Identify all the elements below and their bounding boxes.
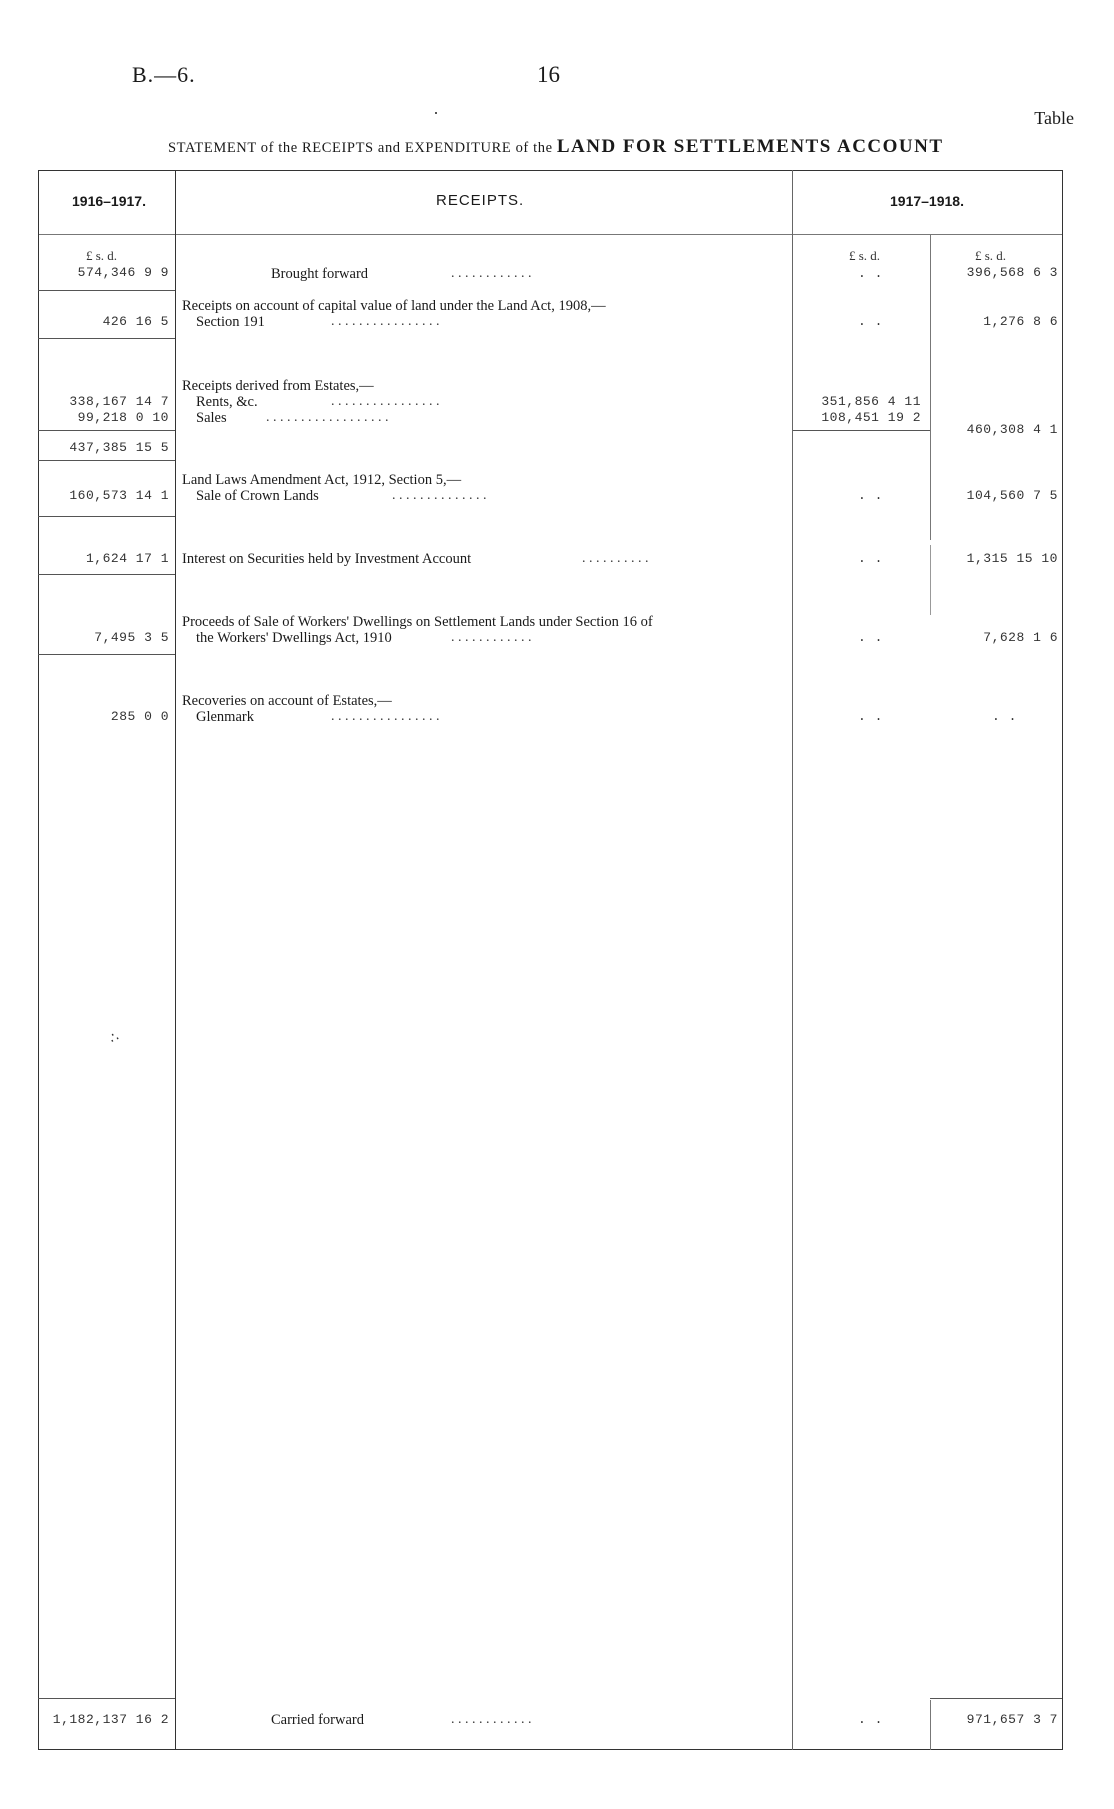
workers-label-1: Proceeds of Sale of Workers' Dwellings on Settlement Lands under Section 16 of	[182, 614, 653, 630]
recoveries-leader: . . . . . . . . . . . . . . . .	[331, 709, 440, 724]
right-border	[1062, 170, 1063, 1750]
interest-curr: 1,315 15 10	[966, 551, 1058, 566]
recoveries-prev: 285 0 0	[110, 709, 169, 724]
document-reference: B.—6.	[132, 62, 196, 87]
rule-crown	[38, 516, 175, 517]
units-prev: £ s. d.	[86, 248, 118, 263]
capital-sub: . .	[858, 314, 883, 329]
rule-estates	[38, 460, 175, 461]
workers-prev: 7,495 3 5	[94, 630, 169, 645]
rule-interest	[38, 574, 175, 575]
stray-mark-dot	[435, 112, 437, 114]
title-account: LAND FOR SETTLEMENTS ACCOUNT	[556, 136, 944, 157]
workers-curr: 7,628 1 6	[983, 630, 1058, 645]
capital-prev: 426 16 5	[102, 314, 169, 329]
capital-label-1: Receipts on account of capital value of land under the Land Act, 1908,—	[182, 298, 606, 314]
divider-sub-curr-lower	[930, 545, 931, 615]
crown-label-1: Land Laws Amendment Act, 1912, Section 5,—	[182, 472, 462, 488]
stray-ink-mark: ∴	[107, 1029, 122, 1048]
rule-carried-forward-curr	[930, 1698, 1062, 1699]
units-sub: £ s. d.	[849, 248, 881, 263]
rule-workers	[38, 654, 175, 655]
estates-sales-prev: 99,218 0 10	[77, 410, 169, 425]
estates-sales-label: Sales	[196, 410, 227, 426]
header-bottom-rule	[38, 234, 1062, 235]
brought-forward-sub: . .	[858, 266, 883, 281]
rule-capital	[38, 338, 175, 339]
crown-curr: 104,560 7 5	[966, 488, 1058, 503]
rule-estates-subtotal-prev	[38, 430, 175, 431]
divider-sub-curr	[930, 235, 931, 540]
estates-total-prev: 437,385 15 5	[69, 440, 169, 455]
brought-forward-label: Brought forward	[271, 266, 369, 282]
capital-curr: 1,276 8 6	[983, 314, 1058, 329]
estates-rents-prev: 338,167 14 7	[69, 394, 169, 409]
estates-sales-sub: 108,451 19 2	[821, 410, 921, 425]
column-heading-1916-1917: 1916–1917.	[72, 193, 146, 209]
column-heading-receipts: RECEIPTS.	[436, 192, 525, 209]
capital-leader: . . . . . . . . . . . . . . . .	[331, 314, 440, 329]
estates-sales-leader: . . . . . . . . . . . . . . . . . .	[266, 410, 389, 425]
estates-heading: Receipts derived from Estates,—	[182, 378, 374, 394]
table-label: Table	[1034, 108, 1074, 128]
brought-forward-curr: 396,568 6 3	[966, 265, 1058, 280]
recoveries-curr: . .	[992, 709, 1017, 724]
title-prefix: STATEMENT of the RECEIPTS and EXPENDITURE of the	[168, 140, 553, 156]
estates-rents-label: Rents, &c.	[196, 394, 258, 410]
rule-carried-forward-prev	[38, 1698, 175, 1699]
carried-forward-sub: . .	[858, 1712, 883, 1727]
recoveries-label-2: Glenmark	[196, 709, 254, 725]
workers-leader: . . . . . . . . . . . .	[451, 630, 532, 645]
interest-prev: 1,624 17 1	[85, 551, 169, 566]
crown-leader: . . . . . . . . . . . . . .	[392, 488, 487, 503]
estates-rents-leader: . . . . . . . . . . . . . . . .	[331, 394, 440, 409]
carried-forward-label: Carried forward	[271, 1712, 364, 1728]
capital-label-2: Section 191	[196, 314, 265, 330]
rule-brought-forward	[38, 290, 175, 291]
interest-leader: . . . . . . . . . .	[582, 551, 649, 566]
workers-sub: . .	[858, 630, 883, 645]
table-bottom-rule	[38, 1749, 1062, 1750]
carried-forward-leader: . . . . . . . . . . . .	[451, 1712, 532, 1727]
table-top-rule	[38, 170, 1062, 171]
carried-forward-prev: 1,182,137 16 2	[52, 1712, 169, 1727]
rule-estates-subtotal-sub	[793, 430, 930, 431]
column-heading-1917-1918: 1917–1918.	[890, 193, 964, 209]
crown-sub: . .	[858, 488, 883, 503]
interest-sub: . .	[858, 551, 883, 566]
divider-receipts-curr	[792, 170, 793, 1750]
brought-forward-prev: 574,346 9 9	[77, 265, 169, 280]
estates-rents-sub: 351,856 4 11	[821, 394, 921, 409]
recoveries-sub: . .	[858, 709, 883, 724]
carried-forward-curr: 971,657 3 7	[966, 1712, 1058, 1727]
divider-prev-receipts	[175, 170, 176, 1750]
brought-forward-leader: . . . . . . . . . . . .	[451, 266, 532, 281]
page-number: 16	[537, 62, 560, 87]
interest-label: Interest on Securities held by Investment Account	[182, 551, 472, 567]
units-curr: £ s. d.	[975, 248, 1007, 263]
crown-label-2: Sale of Crown Lands	[196, 488, 319, 504]
estates-total-curr: 460,308 4 1	[966, 422, 1058, 437]
workers-label-2: the Workers' Dwellings Act, 1910	[196, 630, 392, 646]
crown-prev: 160,573 14 1	[69, 488, 169, 503]
divider-sub-curr-bottom	[930, 1700, 931, 1750]
recoveries-label-1: Recoveries on account of Estates,—	[182, 693, 392, 709]
left-border	[38, 170, 39, 1750]
statement-title	[168, 136, 944, 158]
